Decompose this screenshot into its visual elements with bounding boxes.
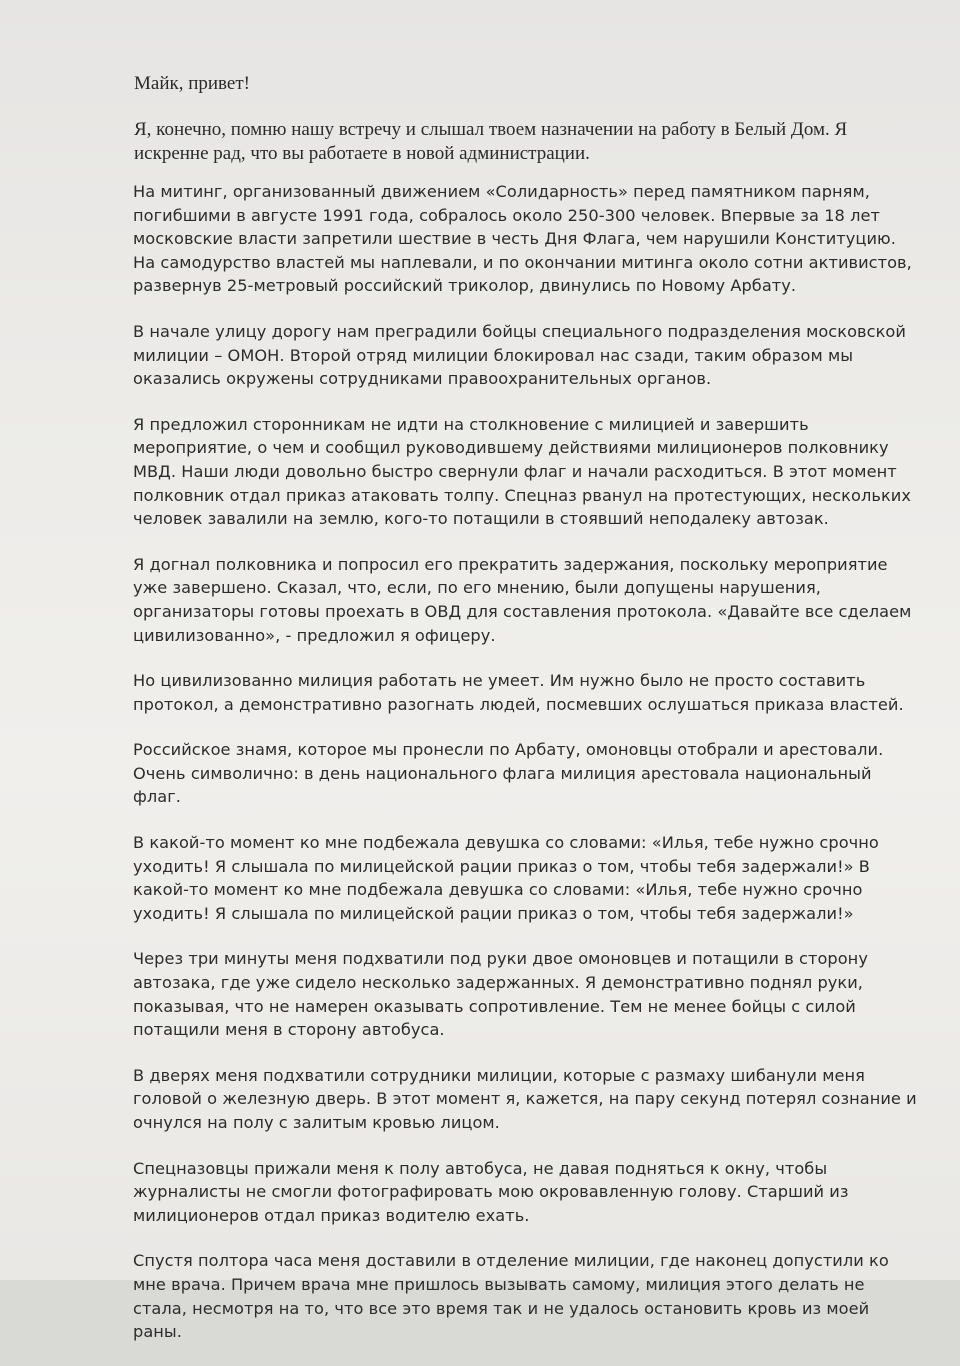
- paragraph: Я догнал полковника и попросил его прекратить задержания, поскольку мероприятие уже завершено. Сказал, что, если, по его мнению, были допущены нарушения, организаторы готовы проехать в ОВД для составления протокола. «Давайте все сделаем цивилизованно», - предложил я офицеру.: [133, 554, 912, 645]
- paragraph: В начале улицу дорогу нам преградили бойцы специального подразделения московской милиции – ОМОН. Второй отряд милиции блокировал нас сзади, таким образом мы оказались окружены сотрудниками правоохранительных органов.: [133, 321, 906, 389]
- paragraph: Я предложил сторонникам не идти на столкновение с милицией и завершить мероприятие, о чем и сообщил руководившему действиями милиционеров полковнику МВД. Наши люди довольно быстро свернули флаг и начали расходиться. В этот момент полковник отдал приказ атаковать толпу. Спецназ рванул на протестующих, нескольких человек завалили на землю, кого-то потащили в стоявший неподалеку автозак.: [133, 414, 911, 529]
- paragraph: Спустя полтора часа меня доставили в отделение милиции, где наконец допустили ко мне врача. Причем врача мне пришлось вызывать самому, милиция этого делать не стала, несмотря на то, что все это время так и не удалось остановить кровь из моей раны.: [133, 1251, 889, 1342]
- letter-intro: Я, конечно, помню нашу встречу и слышал твоем назначении на работу в Белый Дом. Я искренне рад, что вы работаете в новой администрации.: [134, 119, 848, 164]
- paragraph: В какой-то момент ко мне подбежала девушка со словами: «Илья, тебе нужно срочно уходить! Я слышала по милицейской рации приказ о том, чтобы тебя задержали!» В какой-то момент ко мне подбежала девушка со словами: «Илья, тебе нужно срочно уходить! Я слышала по милицейской рации приказ о том, чтобы тебя задержали!»: [133, 833, 879, 923]
- paragraph: Через три минуты меня подхватили под руки двое омоновцев и потащили в сторону автозака, где уже сидело несколько задержанных. Я демонстративно поднял руки, показывая, что не намерен оказывать сопротивление. Тем не менее бойцы с силой потащили меня в сторону автобуса.: [133, 949, 868, 1040]
- letter-body: [133, 180, 923, 1366]
- paragraph: Спецназовцы прижали меня к полу автобуса, не давая подняться к окну, чтобы журналисты не смогли фотографировать мою окровавленную голову. Старший из милиционеров отдал приказ водителю ехать.: [133, 1158, 849, 1225]
- paragraph: Российское знамя, которое мы пронесли по Арбату, омоновцы отобрали и арестовали. Очень символично: в день национального флага милиция арестовала национальный флаг.: [133, 740, 884, 807]
- letter-greeting: Майк, привет!: [134, 73, 250, 94]
- paragraph: На митинг, организованный движением «Солидарность» перед памятником парням, погибшими в августе 1991 года, собралось около 250-300 человек. Впервые за 18 лет московские власти запретили шествие в честь Дня Флага, чем нарушили Конституцию. На самодурство властей мы наплевали, и по окончании митинга около сотни активистов, развернув 25-метровый российский триколор, двинулись по Новому Арбату.: [133, 182, 912, 296]
- paragraph: Но цивилизованно милиция работать не умеет. Им нужно было не просто составить протокол, а демонстративно разогнать людей, посмевших ослушаться приказа властей.: [133, 671, 904, 714]
- paragraph: В дверях меня подхватили сотрудники милиции, которые с размаху шибанули меня головой о железную дверь. В этот момент я, кажется, на пару секунд потерял сознание и очнулся на полу с залитым кровью лицом.: [133, 1065, 917, 1132]
